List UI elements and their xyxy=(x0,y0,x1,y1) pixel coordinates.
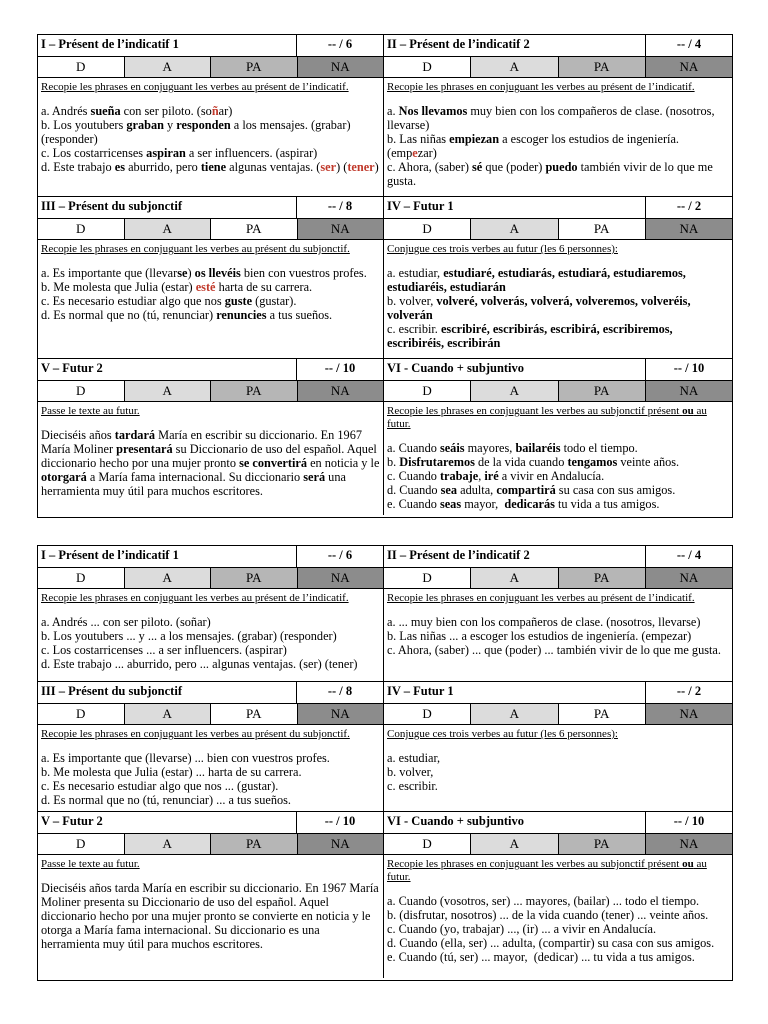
section-score: -- / 10 xyxy=(645,812,732,833)
level-na: NA xyxy=(297,219,384,239)
level-pa: PA xyxy=(210,834,297,854)
exercise-line: b. Disfrutaremos de la vida cuando tengamos veinte años. xyxy=(387,455,680,469)
section-s3 xyxy=(38,197,384,359)
section-body xyxy=(384,402,732,511)
instruction: Recopie les phrases en conjuguant les verbes au présent du subjonctif. xyxy=(41,728,350,740)
exercise-line: a. Andrés ... con ser piloto. (soñar) xyxy=(41,615,211,629)
instruction: Recopie les phrases en conjuguant les verbes au subjonctif présent ou au futur. xyxy=(387,405,707,430)
exercise-line: a. ... muy bien con los compañeros de clase. (nosotros, llevarse) xyxy=(387,615,701,629)
section-header xyxy=(384,546,732,568)
exercise-line: c. Es necesario estudiar algo que nos guste (gustar). xyxy=(41,294,297,308)
section-header xyxy=(38,359,383,381)
level-pa: PA xyxy=(558,381,645,401)
section-header xyxy=(38,682,383,704)
section-score: -- / 4 xyxy=(645,35,732,56)
instruction: Passe le texte au futur. xyxy=(41,858,140,870)
level-na: NA xyxy=(645,568,732,588)
section-s5 xyxy=(38,812,384,978)
section-s4 xyxy=(384,682,732,812)
exercise-line: d. Este trabajo es aburrido, pero tiene algunas ventajas. (ser) (tener) xyxy=(41,160,379,174)
section-body xyxy=(38,855,383,951)
exercise-line: c. Cuando trabaje, iré a vivir en Andalucía. xyxy=(387,469,605,483)
exercise-line: c. escribir. escribiré, escribirás, escribirá, escribiremos, escribiréis, escribirán xyxy=(387,322,673,350)
section-title: V – Futur 2 xyxy=(41,361,103,375)
section-s6 xyxy=(384,812,732,978)
exercise-line: a. Es importante que (llevarse) ... bien con vuestros profes. xyxy=(41,751,330,765)
level-a: A xyxy=(470,57,557,77)
level-na: NA xyxy=(645,219,732,239)
section-s1 xyxy=(38,35,384,197)
section-score: -- / 4 xyxy=(645,546,732,567)
section-score: -- / 2 xyxy=(645,197,732,218)
section-body xyxy=(38,725,383,807)
section-s2 xyxy=(384,35,732,197)
exercise-line: c. Ahora, (saber) sé que (poder) puedo también vivir de lo que me gusta. xyxy=(387,160,713,188)
level-a: A xyxy=(470,381,557,401)
level-scale xyxy=(384,568,732,589)
level-scale xyxy=(384,704,732,725)
level-a: A xyxy=(124,568,211,588)
instruction: Conjugue ces trois verbes au futur (les 6 personnes): xyxy=(387,728,618,740)
level-d: D xyxy=(384,834,470,854)
level-na: NA xyxy=(297,568,384,588)
level-pa: PA xyxy=(558,568,645,588)
level-pa: PA xyxy=(210,57,297,77)
section-header xyxy=(38,812,383,834)
section-header xyxy=(384,682,732,704)
level-pa: PA xyxy=(210,568,297,588)
level-d: D xyxy=(38,834,124,854)
level-d: D xyxy=(38,704,124,724)
section-score: -- / 10 xyxy=(296,359,383,380)
section-title: VI - Cuando + subjuntivo xyxy=(387,814,525,828)
section-body xyxy=(384,78,732,188)
level-scale xyxy=(384,381,732,402)
level-d: D xyxy=(38,381,124,401)
level-a: A xyxy=(124,704,211,724)
exercise-line: b. Las niñas ... a escoger los estudios de ingeniería. (empezar) xyxy=(387,629,692,643)
level-na: NA xyxy=(645,704,732,724)
section-score: -- / 10 xyxy=(296,812,383,833)
level-pa: PA xyxy=(558,834,645,854)
level-a: A xyxy=(470,568,557,588)
level-d: D xyxy=(384,704,470,724)
section-header xyxy=(384,35,732,57)
exercise-line: c. Es necesario estudiar algo que nos ... (gustar). xyxy=(41,779,279,793)
section-body xyxy=(38,589,383,671)
level-d: D xyxy=(384,57,470,77)
level-scale xyxy=(38,704,383,725)
section-s1 xyxy=(38,546,384,682)
worksheet-blank xyxy=(37,545,733,981)
section-body xyxy=(384,589,732,657)
exercise-line: d. Cuando (ella, ser) ... adulta, (compartir) su casa con sus amigos. xyxy=(387,936,715,950)
section-header xyxy=(384,812,732,834)
exercise-line: a. Cuando seáis mayores, bailaréis todo el tiempo. xyxy=(387,441,638,455)
exercise-line: c. Los costarricenses aspiran a ser influencers. (aspirar) xyxy=(41,146,318,160)
level-scale xyxy=(384,834,732,855)
section-body xyxy=(38,78,383,174)
level-scale xyxy=(38,381,383,402)
level-scale xyxy=(384,219,732,240)
exercise-line: d. Cuando sea adulta, compartirá su casa con sus amigos. xyxy=(387,483,676,497)
section-header xyxy=(38,35,383,57)
section-header xyxy=(384,359,732,381)
section-body xyxy=(384,855,732,964)
exercise-line: Dieciséis años tardará María en escribir su diccionario. En 1967 María Moliner presentará su Diccionario de uso del español. Aquel diccionario hecho por una mujer pronto se convertirá en noticia y le otorgará a María fama internacional. Su diccionario será una herramienta muy útil para muchos escritores. xyxy=(41,428,380,498)
exercise-line: c. Cuando (yo, trabajar) ..., (ir) ... a vivir en Andalucía. xyxy=(387,922,657,936)
section-title: IV – Futur 1 xyxy=(387,684,454,698)
exercise-line: a. Cuando (vosotros, ser) ... mayores, (bailar) ... todo el tiempo. xyxy=(387,894,700,908)
level-na: NA xyxy=(297,834,384,854)
level-na: NA xyxy=(297,704,384,724)
level-d: D xyxy=(38,219,124,239)
instruction: Recopie les phrases en conjuguant les verbes au présent du subjonctif. xyxy=(41,243,350,255)
section-body xyxy=(38,402,383,498)
exercise-line: d. Es normal que no (tú, renunciar) ... a tus sueños. xyxy=(41,793,291,807)
level-scale xyxy=(38,219,383,240)
exercise-line: b. Las niñas empiezan a escoger los estudios de ingeniería. (empezar) xyxy=(387,132,680,160)
level-d: D xyxy=(384,568,470,588)
exercise-line: b. Los youtubers ... y ... a los mensajes. (grabar) (responder) xyxy=(41,629,337,643)
exercise-line: a. estudiar, xyxy=(387,751,441,765)
level-pa: PA xyxy=(558,57,645,77)
instruction: Recopie les phrases en conjuguant les verbes au présent de l’indicatif. xyxy=(41,81,349,93)
section-title: VI - Cuando + subjuntivo xyxy=(387,361,525,375)
instruction: Recopie les phrases en conjuguant les verbes au présent de l’indicatif. xyxy=(387,81,695,93)
level-na: NA xyxy=(645,381,732,401)
level-scale xyxy=(384,57,732,78)
level-pa: PA xyxy=(210,704,297,724)
exercise-line: b. Los youtubers graban y responden a los mensajes. (grabar) (responder) xyxy=(41,118,351,146)
exercise-line: b. Me molesta que Julia (estar) esté harta de su carrera. xyxy=(41,280,313,294)
level-a: A xyxy=(124,381,211,401)
instruction: Conjugue ces trois verbes au futur (les 6 personnes): xyxy=(387,243,618,255)
section-s2 xyxy=(384,546,732,682)
level-pa: PA xyxy=(558,219,645,239)
level-a: A xyxy=(124,219,211,239)
exercise-line: b. volver, xyxy=(387,765,434,779)
exercise-line: e. Cuando (tú, ser) ... mayor, (dedicar) ... tu vida a tus amigos. xyxy=(387,950,695,964)
section-score: -- / 8 xyxy=(296,197,383,218)
instruction: Recopie les phrases en conjuguant les verbes au subjonctif présent ou au futur. xyxy=(387,858,707,883)
section-title: III – Présent du subjonctif xyxy=(41,684,182,698)
worksheet-corrected xyxy=(37,34,733,518)
level-d: D xyxy=(384,219,470,239)
exercise-line: c. Los costarricenses ... a ser influencers. (aspirar) xyxy=(41,643,287,657)
level-na: NA xyxy=(297,381,384,401)
section-title: I – Présent de l’indicatif 1 xyxy=(41,548,179,562)
level-a: A xyxy=(470,704,557,724)
instruction: Recopie les phrases en conjuguant les verbes au présent de l’indicatif. xyxy=(387,592,695,604)
section-header xyxy=(38,546,383,568)
level-scale xyxy=(38,568,383,589)
exercise-line: a. Andrés sueña con ser piloto. (soñar) xyxy=(41,104,233,118)
exercise-line: a. estudiar, estudiaré, estudiarás, estudiará, estudiaremos, estudiaréis, estudiarán xyxy=(387,266,686,294)
section-header xyxy=(384,197,732,219)
exercise-line: b. (disfrutar, nosotros) ... de la vida cuando (tener) ... veinte años. xyxy=(387,908,709,922)
section-title: I – Présent de l’indicatif 1 xyxy=(41,37,179,51)
exercise-line: b. volver, volveré, volverás, volverá, volveremos, volveréis, volverán xyxy=(387,294,691,322)
level-d: D xyxy=(38,57,124,77)
exercise-line: c. escribir. xyxy=(387,779,438,793)
level-scale xyxy=(38,834,383,855)
section-title: IV – Futur 1 xyxy=(387,199,454,213)
section-title: II – Présent de l’indicatif 2 xyxy=(387,548,530,562)
exercise-line: e. Cuando seas mayor, dedicarás tu vida a tus amigos. xyxy=(387,497,660,511)
section-s6 xyxy=(384,359,732,515)
section-s3 xyxy=(38,682,384,812)
section-score: -- / 6 xyxy=(296,546,383,567)
exercise-line: c. Ahora, (saber) ... que (poder) ... también vivir de lo que me gusta. xyxy=(387,643,721,657)
exercise-line: a. Es importante que (llevarse) os llevéis bien con vuestros profes. xyxy=(41,266,367,280)
exercise-line: a. Nos llevamos muy bien con los compañeros de clase. (nosotros, llevarse) xyxy=(387,104,715,132)
level-pa: PA xyxy=(210,219,297,239)
level-d: D xyxy=(384,381,470,401)
section-s5 xyxy=(38,359,384,515)
section-score: -- / 6 xyxy=(296,35,383,56)
exercise-line: d. Este trabajo ... aburrido, pero ... algunas ventajas. (ser) (tener) xyxy=(41,657,358,671)
instruction: Passe le texte au futur. xyxy=(41,405,140,417)
level-pa: PA xyxy=(558,704,645,724)
instruction: Recopie les phrases en conjuguant les verbes au présent de l’indicatif. xyxy=(41,592,349,604)
level-na: NA xyxy=(645,57,732,77)
exercise-line: d. Es normal que no (tú, renunciar) renuncies a tus sueños. xyxy=(41,308,333,322)
level-a: A xyxy=(470,834,557,854)
exercise-line: Dieciséis años tarda María en escribir su diccionario. En 1967 María Moliner presenta su Diccionario de uso del español. Aquel diccionario hecho por una mujer pronto se convierte en noticia y le otorga a María fama internacional. Su diccionario es una herramienta muy útil para muchos escritores. xyxy=(41,881,379,951)
level-pa: PA xyxy=(210,381,297,401)
section-title: II – Présent de l’indicatif 2 xyxy=(387,37,530,51)
section-body xyxy=(38,240,383,322)
level-na: NA xyxy=(297,57,384,77)
level-a: A xyxy=(124,834,211,854)
section-title: V – Futur 2 xyxy=(41,814,103,828)
section-score: -- / 10 xyxy=(645,359,732,380)
section-body xyxy=(384,725,732,793)
section-score: -- / 8 xyxy=(296,682,383,703)
section-header xyxy=(38,197,383,219)
level-d: D xyxy=(38,568,124,588)
level-a: A xyxy=(124,57,211,77)
section-title: III – Présent du subjonctif xyxy=(41,199,182,213)
level-scale xyxy=(38,57,383,78)
section-score: -- / 2 xyxy=(645,682,732,703)
section-s4 xyxy=(384,197,732,359)
section-body xyxy=(384,240,732,350)
level-na: NA xyxy=(645,834,732,854)
level-a: A xyxy=(470,219,557,239)
exercise-line: b. Me molesta que Julia (estar) ... harta de su carrera. xyxy=(41,765,302,779)
